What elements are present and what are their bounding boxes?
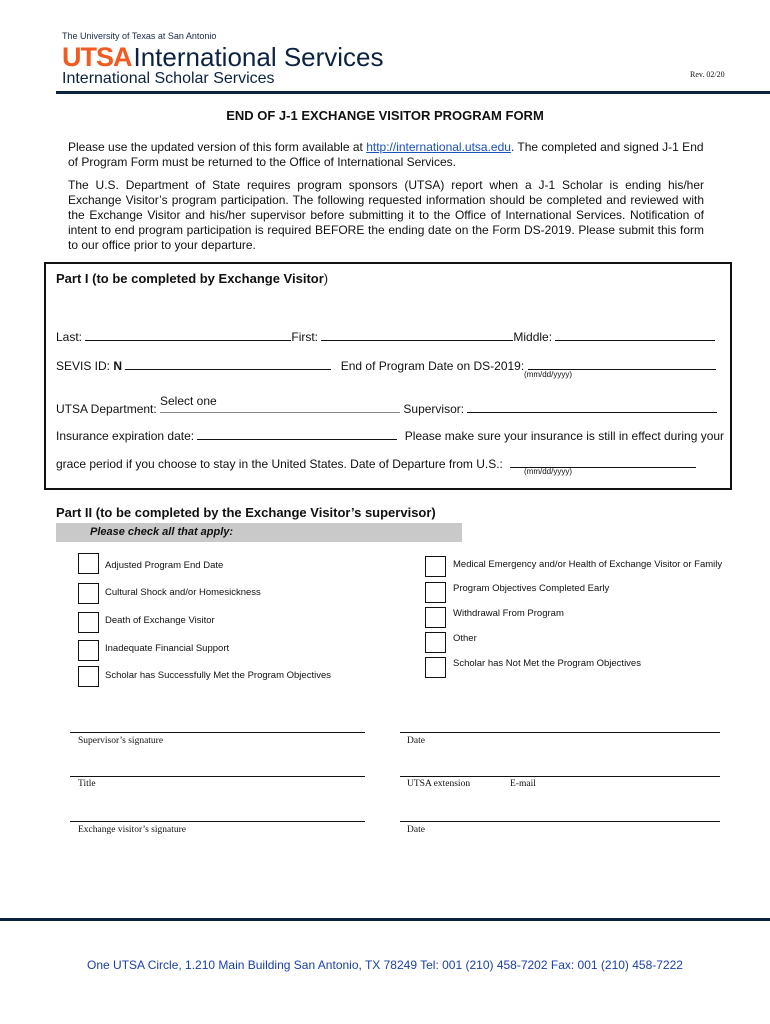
sevis-id-field[interactable] [125,358,331,370]
department-select[interactable]: Select one [160,394,217,408]
visitor-date-line[interactable] [400,821,720,822]
option-death: Death of Exchange Visitor [105,615,215,626]
sevis-label: SEVIS ID: [56,359,111,373]
department-row [56,401,717,416]
title-line[interactable] [70,776,365,777]
intro-text-before: Please use the updated version of this form available at [68,140,367,154]
checkbox-cultural-shock[interactable] [78,583,99,604]
intro-paragraph-1 [68,140,704,170]
insurance-note: Please make sure your insurance is still in effect during your [404,429,725,443]
website-link[interactable]: http://international.utsa.edu [366,140,511,154]
checkbox-adjusted-end-date[interactable] [78,553,99,574]
first-name-field[interactable] [321,329,513,341]
extension-label: UTSA extension [407,779,471,789]
option-adjusted-end-date: Adjusted Program End Date [105,560,224,571]
header-divider [56,91,770,94]
supervisor-date-line[interactable] [400,732,720,733]
option-financial-support: Inadequate Financial Support [105,643,230,654]
part1-heading-paren: ) [323,271,329,286]
supervisor-field[interactable] [467,401,717,413]
extension-email-line[interactable] [400,776,720,777]
checkbox-other[interactable] [425,632,446,653]
department-field[interactable] [160,401,400,413]
checkbox-completed-early[interactable] [425,582,446,603]
checkbox-withdrawal[interactable] [425,607,446,628]
option-not-met-objectives: Scholar has Not Met the Program Objectives [453,658,641,669]
insurance-row [56,428,724,443]
supervisor-signature-label: Supervisor’s signature [78,736,164,746]
checkbox-medical-emergency[interactable] [425,556,446,577]
middle-name-field[interactable] [555,329,715,341]
option-withdrawal: Withdrawal From Program [453,608,564,619]
office-name: International Scholar Services [62,70,275,87]
logo-text: International Services [133,42,384,72]
university-name: The University of Texas at San Antonio [62,31,217,41]
footer-divider [0,918,770,921]
middle-name-label: Middle: [513,330,553,344]
name-row [56,329,715,344]
end-date-field[interactable] [528,358,716,370]
check-instruction-bar: Please check all that apply: [56,523,462,542]
intro-text-after: . The completed and signed J-1 End of Program Form must be returned to the Office of International Services. [68,140,704,169]
checkbox-met-objectives[interactable] [78,666,99,687]
visitor-signature-line[interactable] [70,821,365,822]
sevis-row [56,358,716,373]
end-date-format-hint: (mm/dd/yyyy) [524,370,572,379]
checkbox-financial-support[interactable] [78,640,99,661]
sevis-prefix: N [113,359,123,373]
checkbox-death[interactable] [78,612,99,633]
option-other: Other [453,633,477,644]
departure-row [56,456,696,471]
visitor-date-label: Date [407,825,425,835]
grace-period-text: grace period if you choose to stay in the United States. Date of Departure from U.S.: [56,457,503,471]
form-title: END OF J-1 EXCHANGE VISITOR PROGRAM FORM [226,108,544,123]
supervisor-date-label: Date [407,736,425,746]
part1-heading [56,271,328,286]
insurance-date-field[interactable] [197,428,397,440]
utsa-logo [62,42,384,73]
option-completed-early: Program Objectives Completed Early [453,583,610,594]
department-label: UTSA Department: [56,402,157,416]
supervisor-label: Supervisor: [403,402,465,416]
email-label: E-mail [510,779,536,789]
part1-heading-text: Part I (to be completed by Exchange Visitor [56,271,324,286]
first-name-label: First: [291,330,319,344]
option-met-objectives: Scholar has Successfully Met the Program Objectives [105,670,331,681]
footer-address: One UTSA Circle, 1.210 Main Building San Antonio, TX 78249 Tel: 001 (210) 458-7202 Fax: 001 (210) 458-7222 [87,958,683,972]
title-label: Title [78,779,96,789]
departure-date-format-hint: (mm/dd/yyyy) [524,467,572,476]
option-medical-emergency: Medical Emergency and/or Health of Exchange Visitor or Family [453,559,723,570]
logo-mark: UTSA [62,42,132,72]
intro-paragraph-2: The U.S. Department of State requires program sponsors (UTSA) report when a J-1 Scholar is ending his/her Exchange Visitor’s program participation. The following requested information should be completed and reviewed with the Exchange Visitor and his/her supervisor before submitting it to the Office of International Services. Notification of intent to end program participation is required BEFORE the ending date on the Form DS-2019. Please submit this form to our office prior to your departure. [68,178,704,252]
supervisor-signature-line[interactable] [70,732,365,733]
visitor-signature-label: Exchange visitor’s signature [78,825,186,835]
part2-heading: Part II (to be completed by the Exchange Visitor’s supervisor) [56,505,436,520]
insurance-label: Insurance expiration date: [56,429,195,443]
revision-label: Rev. 02/20 [690,70,725,79]
option-cultural-shock: Cultural Shock and/or Homesickness [105,587,261,598]
last-name-field[interactable] [85,329,291,341]
last-name-label: Last: [56,330,83,344]
end-date-label: End of Program Date on DS-2019: [340,359,525,373]
checkbox-not-met-objectives[interactable] [425,657,446,678]
